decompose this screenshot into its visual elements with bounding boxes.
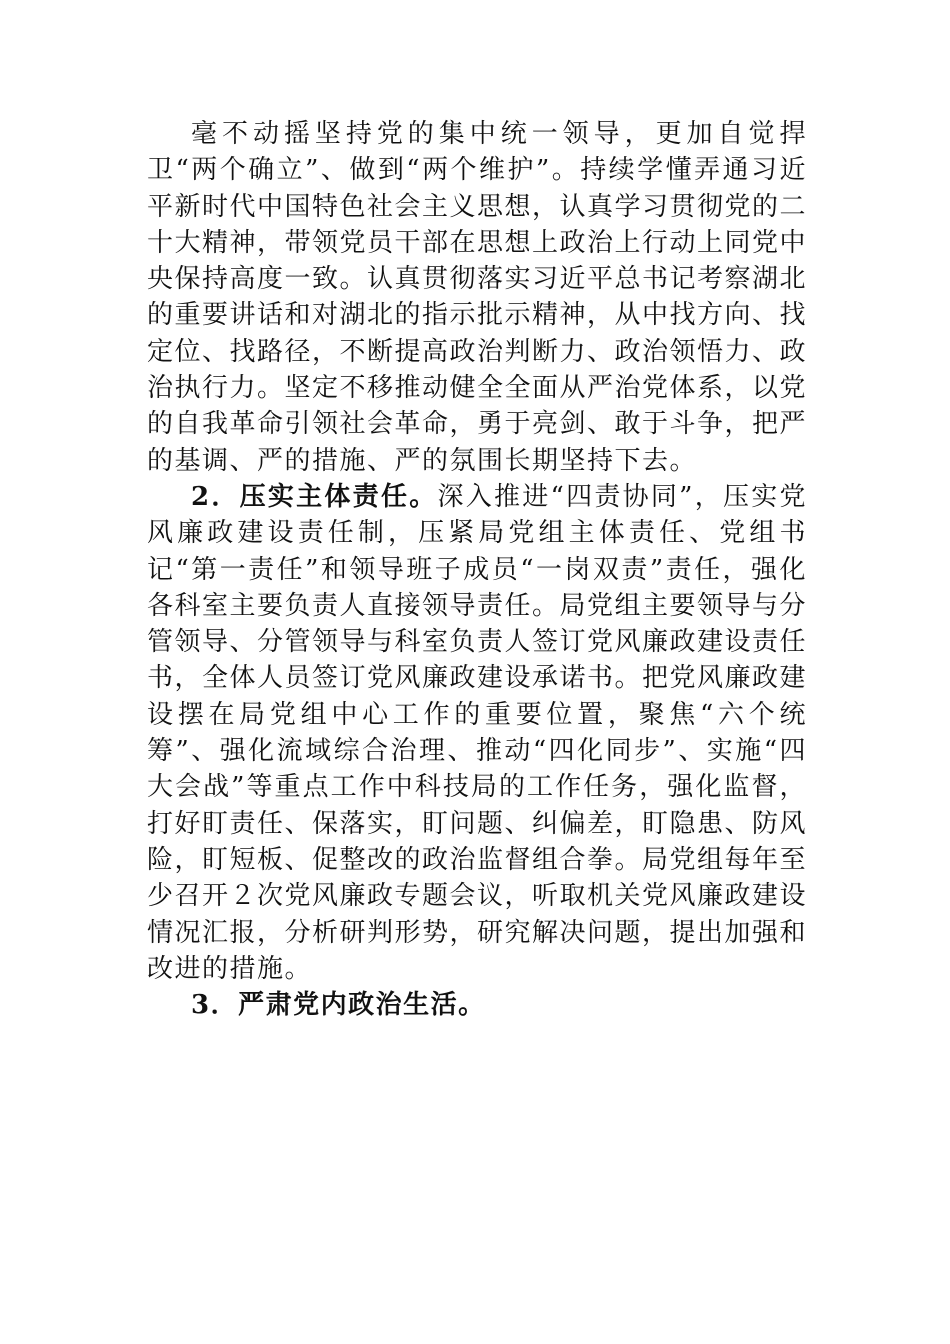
paragraph-3	[147, 987, 807, 1023]
paragraph-1-text: 毫不动摇坚持党的集中统一领导，更加自觉捍卫“两个确立”、做到“两个维护”。持续学懂弄通习近平新时代中国特色社会主义思想，认真学习贯彻党的二十大精神，带领党员干部在思想上政治上行动上同党中央保持高度一致。认真贯彻落实习近平总书记考察湖北的重要讲话和对湖北的指示批示精神，从中找方向、找定位、找路径，不断提高政治判断力、政治领悟力、政治执行力。坚定不移推动健全全面从严治党体系，以党的自我革命引领社会革命，勇于亮剑、敢于斗争，把严的基调、严的措施、严的氛围长期坚持下去。	[147, 119, 808, 476]
paragraph-2-text: 深入推进“四责协同”，压实党风廉政建设责任制，压紧局党组主体责任、党组书记“第一责任”和领导班子成员“一岗双责”责任，强化各科室主要负责人直接领导责任。局党组主要领导与分管领导、分管领导与科室负责人签订党风廉政建设责任书，全体人员签订党风廉政建设承诺书。把党风廉政建设摆在局党组中心工作的重要位置，聚焦“六个统筹”、强化流域综合治理、推动“四化同步”、实施“四大会战”等重点工作中科技局的工作任务，强化监督，打好盯责任、保落实，盯问题、纠偏差，盯隐患、防风险，盯短板、促整改的政治监督组合拳。局党组每年至少召开２次党风廉政专题会议，听取机关党风廉政建设情况汇报，分析研判形势，研究解决问题，提出加强和改进的措施。	[147, 481, 808, 984]
paragraph-1	[147, 116, 807, 479]
paragraph-2	[147, 479, 807, 987]
document-body	[147, 116, 807, 1023]
section-3-heading: 3．严肃党内政治生活。	[191, 990, 486, 1021]
section-2-heading: 2．压实主体责任。	[191, 481, 438, 512]
